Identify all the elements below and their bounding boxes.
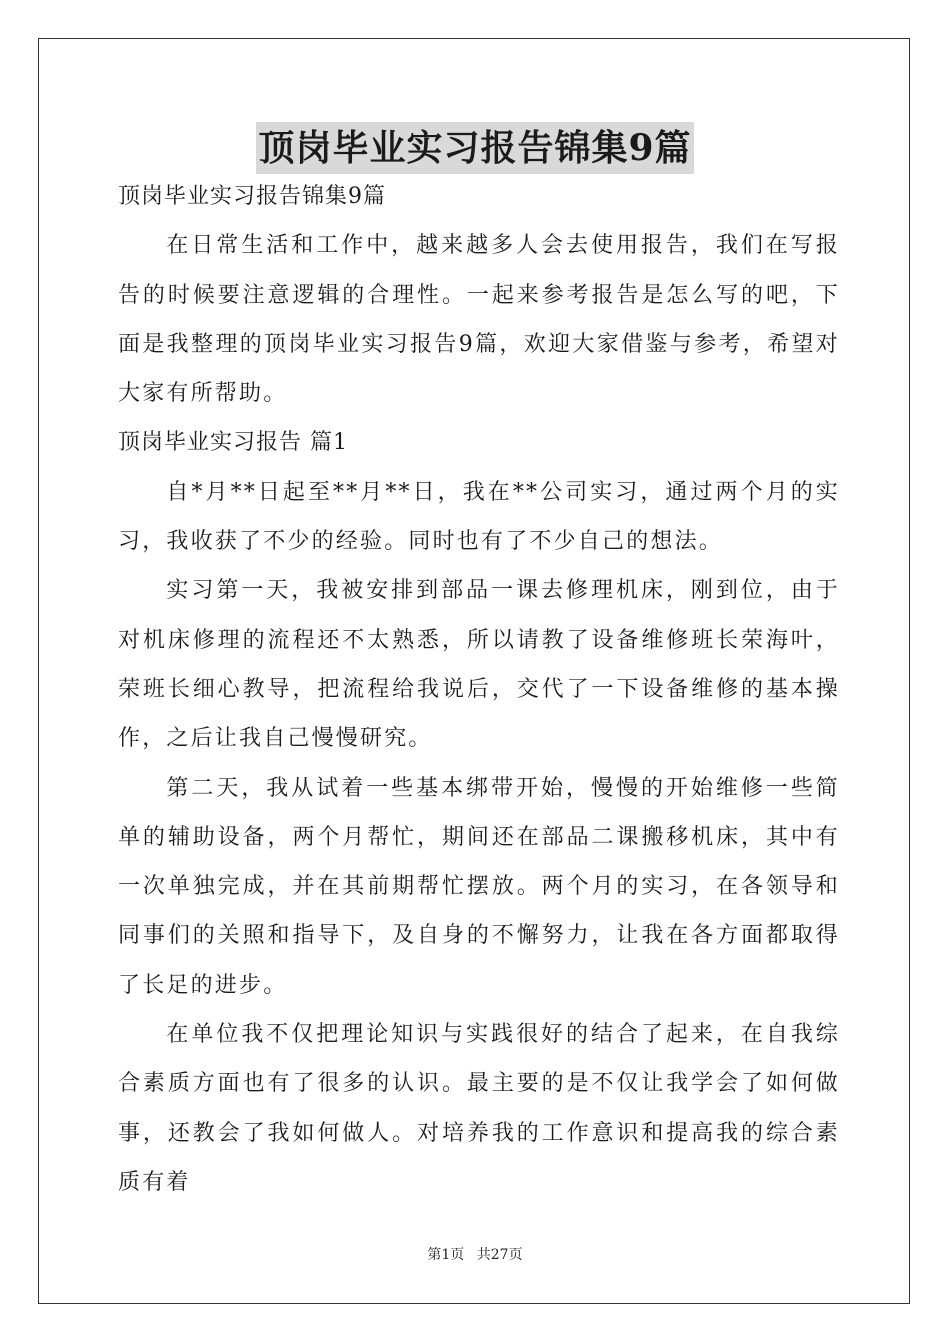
section-heading: 顶岗毕业实习报告 篇1 [118, 430, 348, 456]
document-title: 顶岗毕业实习报告锦集9篇 [256, 122, 693, 174]
title-container [0, 122, 950, 174]
page-number: 第1页 [427, 1247, 465, 1263]
document-body [118, 172, 840, 1207]
document-subtitle: 顶岗毕业实习报告锦集9篇 [118, 184, 386, 209]
body-paragraph-3: 第二天，我从试着一些基本绑带开始，慢慢的开始维修一些简单的辅助设备，两个月帮忙，期间还在部品二课搬移机床，其中有一次单独完成，并在其前期帮忙摆放。两个月的实习，在各领导和同事们的关照和指导下，及自身的不懈努力，让我在各方面都取得了长足的进步。 [118, 775, 840, 998]
body-paragraph-2: 实习第一天，我被安排到部品一课去修理机床，刚到位，由于对机床修理的流程还不太熟悉，所以请教了设备维修班长荣海叶，荣班长细心教导，把流程给我说后，交代了一下设备维修的基本操作，之后让我自己慢慢研究。 [118, 578, 840, 752]
intro-paragraph: 在日常生活和工作中，越来越多人会去使用报告，我们在写报告的时候要注意逻辑的合理性。一起来参考报告是怎么写的吧，下面是我整理的顶岗毕业实习报告9篇，欢迎大家借鉴与参考，希望对大家有所帮助。 [118, 233, 840, 407]
page-total: 共27页 [476, 1247, 523, 1263]
page-footer [0, 1244, 950, 1264]
body-paragraph-1: 自*月**日起至**月**日，我在**公司实习，通过两个月的实习，我收获了不少的经验。同时也有了不少自己的想法。 [118, 479, 840, 555]
body-paragraph-4: 在单位我不仅把理论知识与实践很好的结合了起来，在自我综合素质方面也有了很多的认识。最主要的是不仅让我学会了如何做事，还教会了我如何做人。对培养我的工作意识和提高我的综合素质有着 [118, 1022, 840, 1195]
